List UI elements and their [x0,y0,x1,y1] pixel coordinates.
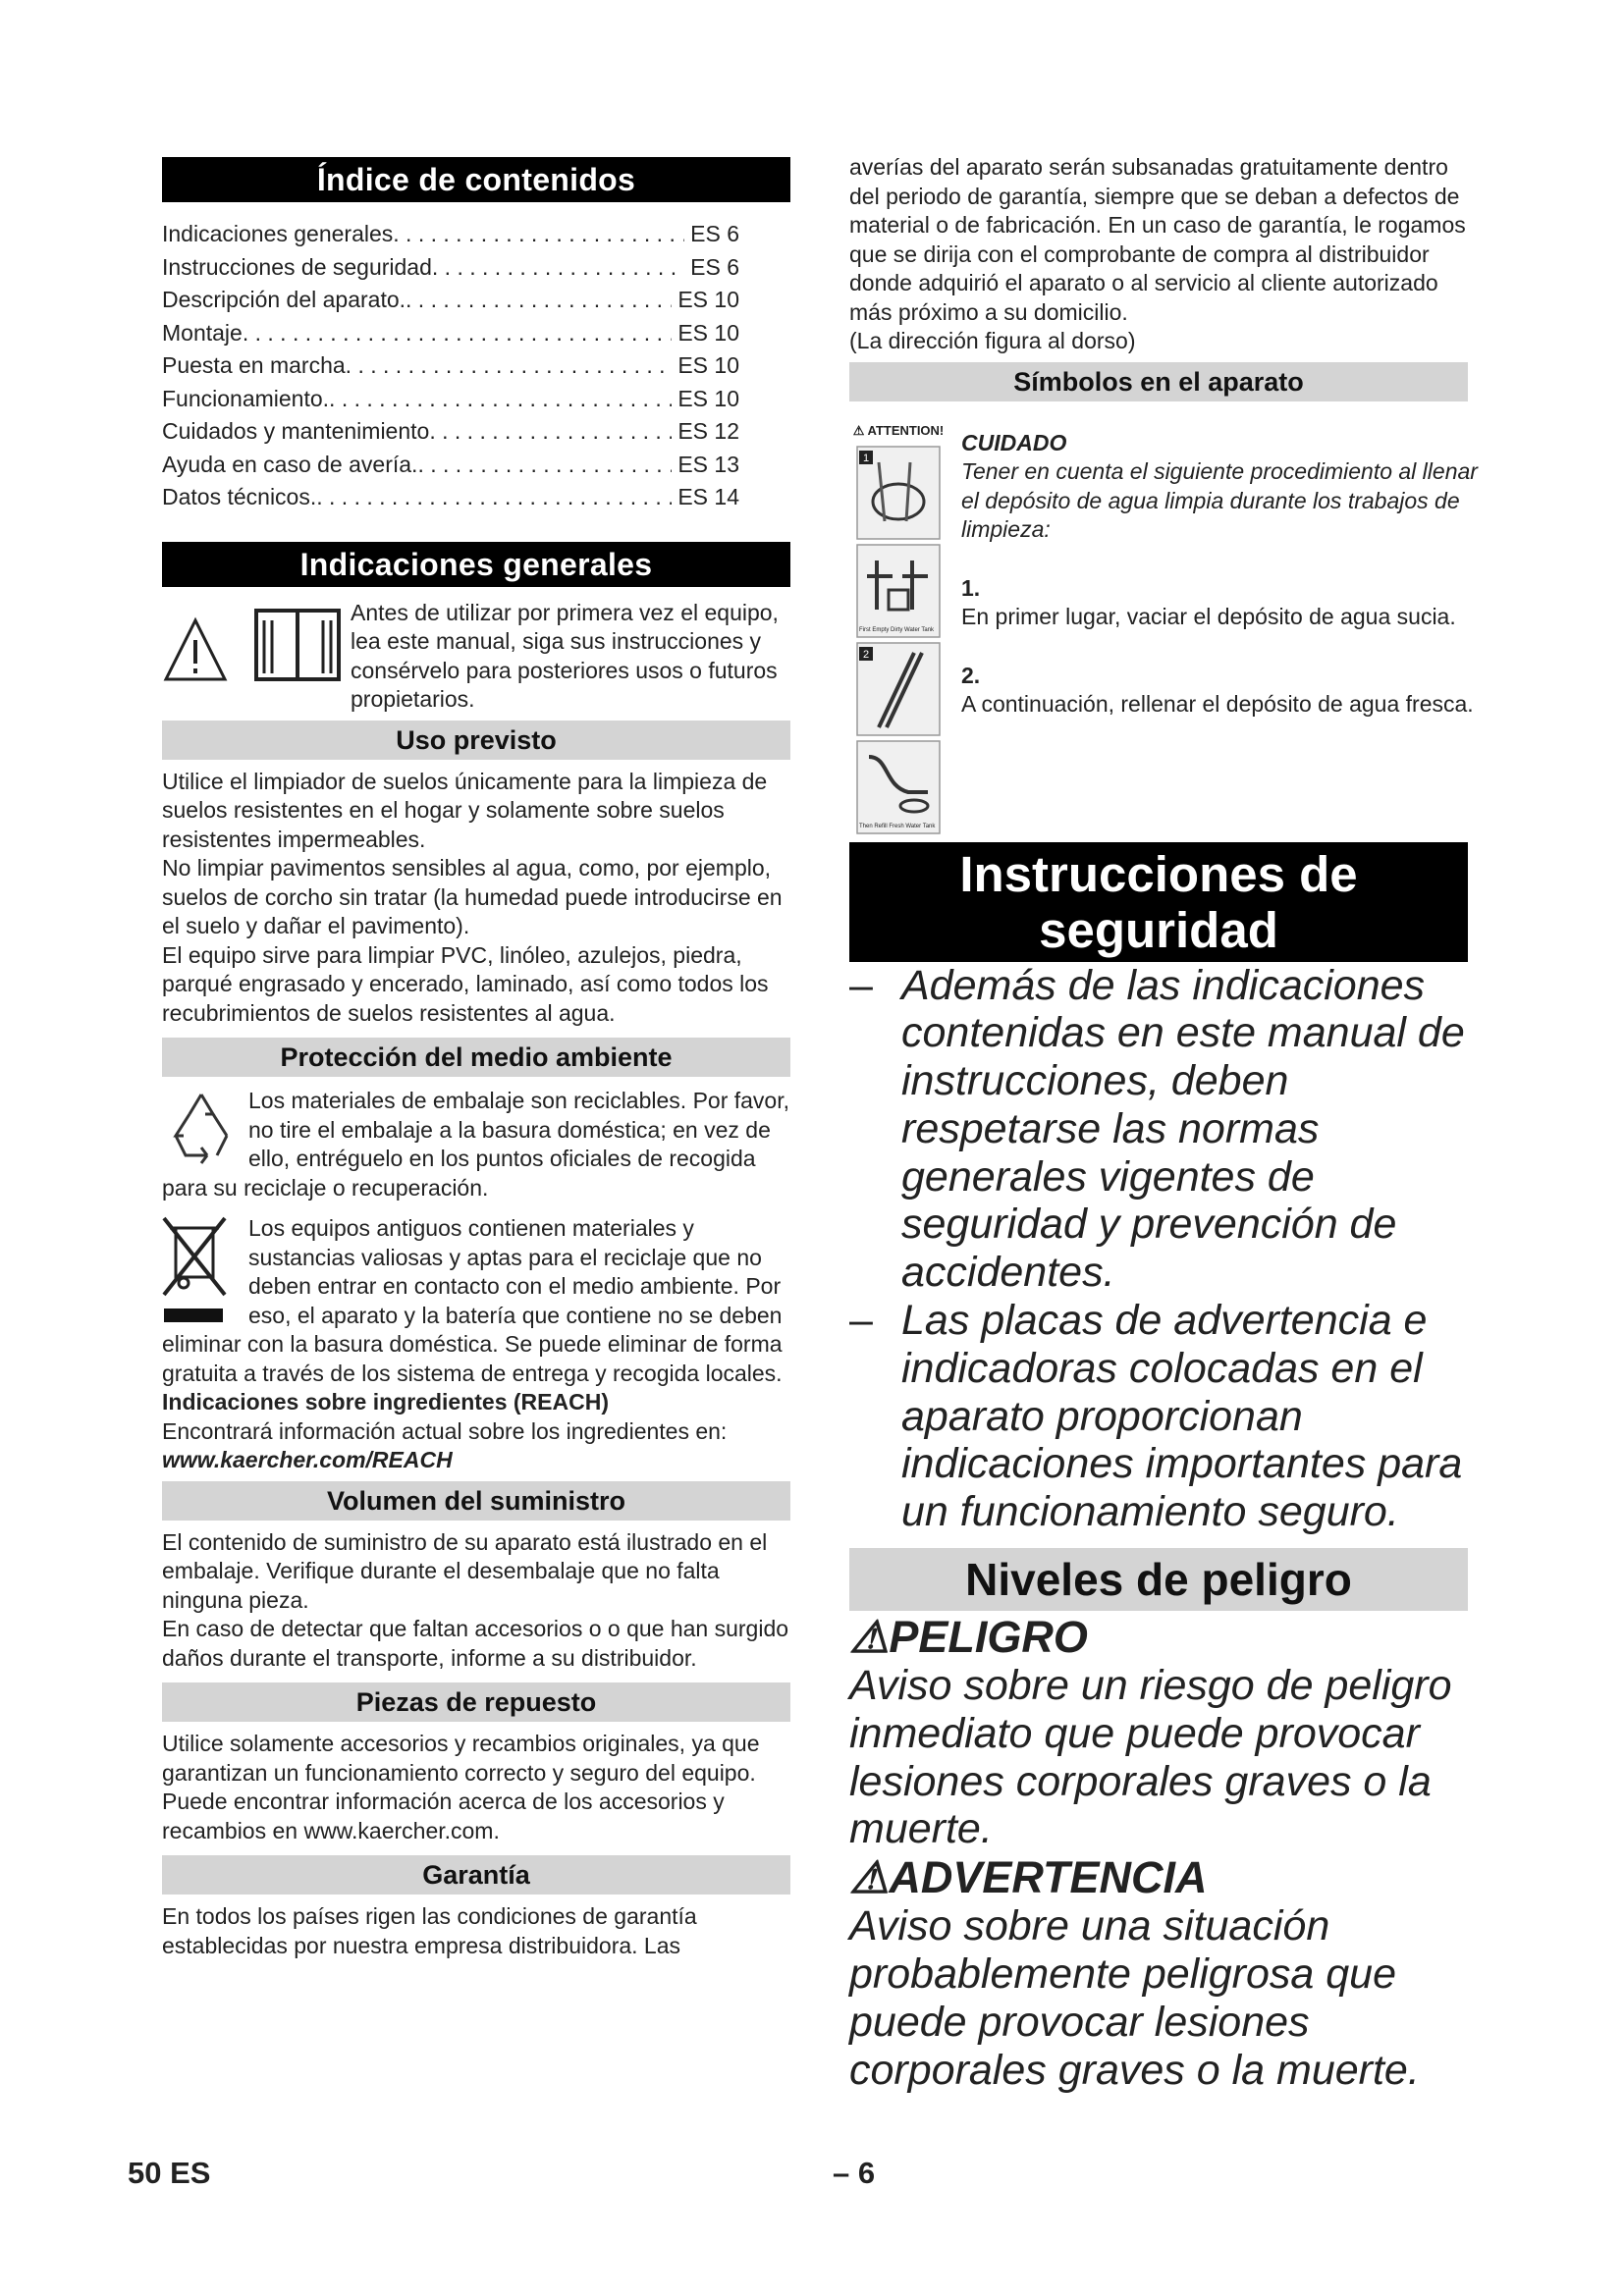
environment-weee-block [162,1214,790,1388]
toc-entry[interactable] [162,251,790,285]
intended-use-heading: Uso previsto [162,721,790,760]
toc-entry-title: Funcionamiento. [162,385,330,411]
symbols-heading: Símbolos en el aparato [849,362,1468,401]
table-of-contents [162,218,790,514]
general-intro-text: Antes de utilizar por primera vez el equipo, lea este manual, siga sus instrucciones y consérvelo para posteriores usos o futuros propietarios. [351,599,779,712]
warning-text: Aviso sobre una situación probablemente peligrosa que puede provocar lesiones corporales graves o la muerte. [849,1902,1420,2094]
toc-entry-title: Descripción del aparato. [162,287,406,312]
safety-item-2-dash: – [849,1297,873,1345]
caution-text: Tener en cuenta el siguiente procedimiento al llenar el depósito de agua limpia durante los trabajos de limpieza: [961,458,1478,542]
environment-p2: Los equipos antiguos contienen materiales y sustancias valiosas y aptas para el reciclaje que no deben entrar en contacto con el medio ambiente. Por eso, el aparato y la batería que contiene no se deben eliminar con la basura doméstica. Se puede eliminar de forma gratuita a través de los sistema de entrega y recogida locales. [162,1215,783,1386]
right-column [849,153,1478,2094]
environment-heading: Protección del medio ambiente [162,1038,790,1077]
scope-heading: Volumen del suministro [162,1481,790,1521]
environment-recycle-block [162,1087,790,1202]
toc-entry-leader [429,415,672,449]
warranty-p1-continued: averías del aparato serán subsanadas gratuitamente dentro del periodo de garantía, siempre que se deban a defectos de material o de fabricación. En un caso de garantía, le rogamos que se dirija con el comprobante de compra al distribuidor donde adquirió el aparato o al servicio al cliente autorizado más próximo a su domicilio. [849,154,1466,325]
toc-entry[interactable] [162,415,790,449]
intended-use-p2: No limpiar pavimentos sensibles al agua, como, por ejemplo, suelos de corcho sin tratar (la humedad puede introducirse en el suelo y dañar el pavimento). [162,855,783,938]
page-footer-left: 50 ES [128,2156,211,2190]
toc-entry[interactable] [162,383,790,416]
img1-caption: First Empty Dirty Water Tank [859,626,935,633]
danger-text: Aviso sobre un riesgo de peligro inmediato que puede provocar lesiones corporales graves o la muerte. [849,1662,1452,1853]
img2-caption: Then Refill Fresh Water Tank [859,823,936,829]
warranty-heading: Garantía [162,1855,790,1895]
safety-item-1-dash: – [849,961,873,1009]
toc-entry-page: ES 6 [690,253,739,280]
danger-levels-heading: Niveles de peligro [849,1548,1468,1611]
attention-warning-icon: ⚠ [852,422,868,438]
toc-entry-title: Instrucciones de seguridad [162,253,432,280]
step2-text: A continuación, rellenar el depósito de agua fresca. [961,691,1474,717]
toc-entry-leader [417,449,672,482]
toc-entry-leader [406,284,672,317]
toc-entry[interactable] [162,218,790,251]
toc-entry-page: ES 6 [690,221,739,246]
toc-entry[interactable] [162,449,790,482]
img2-number: 2 [863,648,870,661]
intended-use-p1: Utilice el limpiador de suelos únicamente para la limpieza de suelos resistentes en el hogar y solamente sobre suelos resistentes impermeables. [162,768,768,852]
reach-link[interactable]: www.kaercher.com/REACH [162,1447,453,1472]
symbols-block [849,423,1478,840]
safety-item-2 [849,1297,1478,1536]
toc-entry-page: ES 13 [677,451,739,477]
toc-entry-leader [346,349,673,383]
toc-entry-page: ES 10 [677,352,739,378]
toc-entry-title: Cuidados y mantenimiento [162,418,430,444]
advertencia-warning-icon: ⚠ [849,1852,890,1903]
scope-p2: En caso de detectar que faltan accesorios o o que han surgido daños durante el transporte, informe a su distribuidor. [162,1616,789,1671]
toc-entry-page: ES 10 [677,319,739,346]
general-intro-block [162,599,790,715]
toc-entry[interactable] [162,349,790,383]
step1-text: En primer lugar, vaciar el depósito de agua sucia. [961,604,1456,629]
toc-entry-leader [243,317,673,350]
scope-p1: El contenido de suministro de su aparato está ilustrado en el embalaje. Verifique durante el desembalaje que no falta ninguna pieza. [162,1528,768,1613]
danger-warning-icon: ⚠ [849,1612,890,1663]
intended-use-p3: El equipo sirve para limpiar PVC, linóleo, azulejos, piedra, parqué engrasado y encerado, laminado, así como todos los recubrimientos de suelos resistentes al agua. [162,941,769,1026]
safety-item-1 [849,962,1478,1298]
toc-entry[interactable] [162,481,790,514]
warning-title: ⚠ADVERTENCIA [849,1852,1208,1903]
spare-p1: Utilice solamente accesorios y recambios originales, ya que garantizan un funcionamiento correcto y seguro del equipo. [162,1731,760,1786]
toc-entry-leader [393,218,684,251]
step2-number: 2. [961,662,981,688]
toc-entry-title: Ayuda en caso de avería. [162,451,418,477]
device-symbol-image [849,423,947,840]
toc-entry-leader [329,383,672,416]
warranty-p1: En todos los países rigen las condiciones de garantía establecidas por nuestra empresa distribuidora. Las [162,1903,697,1958]
crossed-bin-icon [162,1214,248,1330]
warranty-address: (La dirección figura al dorso) [849,328,1136,353]
reach-title: Indicaciones sobre ingredientes (REACH) [162,1389,609,1415]
toc-entry-page: ES 12 [677,418,739,444]
toc-entry-title: Montaje [162,319,243,346]
warning-triangle-icon [166,620,225,679]
safety-item-1-text: Además de las indicaciones contenidas en este manual de instrucciones, deben respetarse las normas generales vigentes de seguridad y prevención de accidentes. [901,961,1465,1297]
manual-book-icon [256,611,339,679]
left-column [162,157,790,1960]
toc-entry-page: ES 10 [677,385,739,411]
environment-p1: Los materiales de embalaje son reciclables. Por favor, no tire el embalaje a la basura doméstica; en vez de ello, entréguelo en los puntos oficiales de recogida para su reciclaje o recuperación. [162,1088,790,1201]
img1-number: 1 [863,452,870,464]
caution-label: CUIDADO [961,429,1067,455]
danger-title: ⚠PELIGRO [849,1612,1088,1663]
toc-entry[interactable] [162,284,790,317]
toc-entry-leader [316,481,672,514]
step1-number: 1. [961,574,981,601]
toc-entry-title: Puesta en marcha [162,352,346,378]
spare-heading: Piezas de repuesto [162,1682,790,1722]
attention-label: ⚠ ATTENTION! [852,422,945,438]
toc-heading: Índice de contenidos [162,157,790,202]
reach-text: Encontrará información actual sobre los ingredientes en: [162,1417,728,1444]
toc-entry-title: Indicaciones generales [162,221,394,246]
toc-entry-title: Datos técnicos. [162,484,317,509]
toc-entry-page: ES 10 [677,287,739,312]
safety-item-2-text: Las placas de advertencia e indicadoras colocadas en el aparato proporcionan indicaciones importantes para un funcionamiento seguro. [901,1297,1463,1536]
recycle-icon [162,1087,248,1173]
page-footer-center: – 6 [833,2156,876,2190]
spare-p2: Puede encontrar información acerca de los accesorios y recambios en www.kaercher.com. [162,1789,725,1843]
toc-entry[interactable] [162,317,790,350]
general-heading: Indicaciones generales [162,542,790,587]
toc-entry-leader [432,251,684,285]
toc-entry-page: ES 14 [677,484,739,509]
safety-heading: Instrucciones de seguridad [849,842,1468,962]
